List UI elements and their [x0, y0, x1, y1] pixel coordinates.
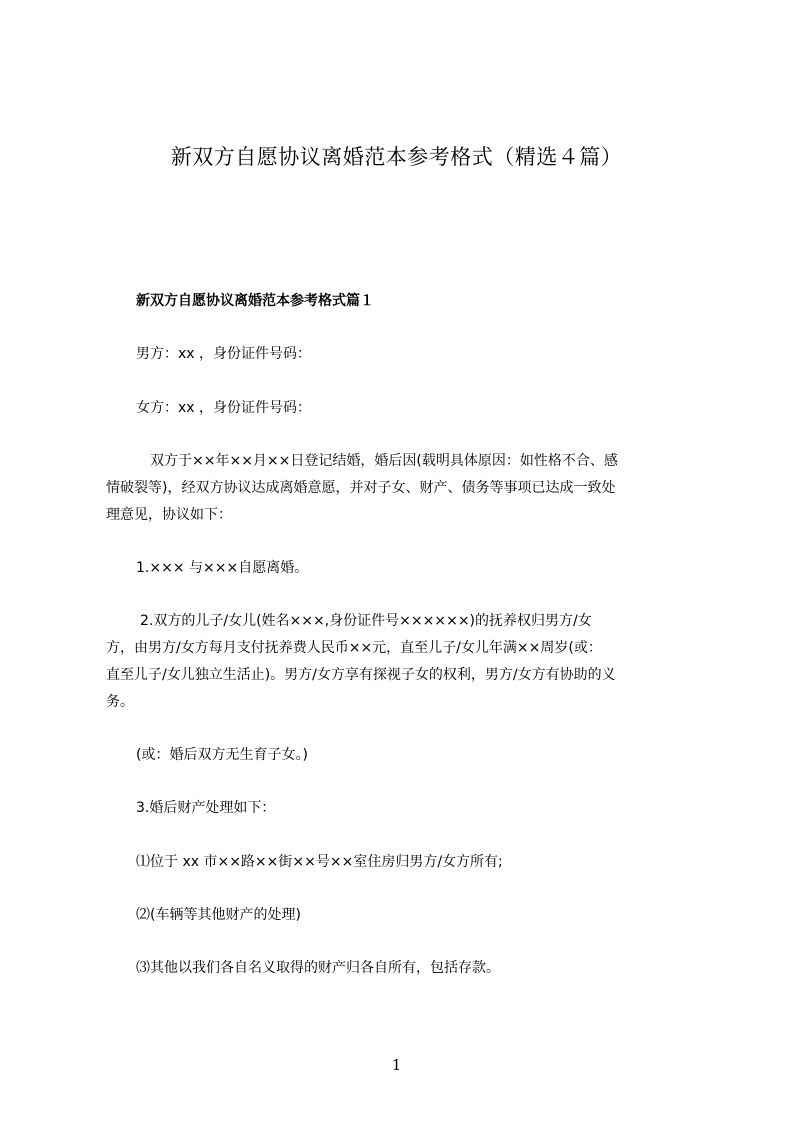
female-party-line: 女方：xx ，身份证件号码：	[136, 400, 312, 416]
intro-line: 双方于××年××月××日登记结婚，婚后因(载明具体原因：如性格不合、感	[150, 453, 618, 469]
clause-3-sub-2: ⑵(车辆等其他财产的处理)	[136, 907, 301, 923]
section-heading: 新双方自愿协议离婚范本参考格式篇１	[136, 293, 374, 309]
page-number: 1	[391, 1056, 402, 1074]
clause-1: 1.××× 与×××自愿离婚。	[136, 560, 309, 576]
intro-line: 理意见，协议如下：	[106, 507, 232, 523]
clause-3: 3.婚后财产处理如下：	[136, 800, 276, 816]
clause-2-line: 2.双方的儿子/女儿(姓名×××,身份证件号××××××)的抚养权归男方/女	[140, 613, 592, 629]
document-title: 新双方自愿协议离婚范本参考格式（精选４篇）	[170, 145, 623, 169]
intro-line: 情破裂等)，经双方协议达成离婚意愿，并对子女、财产、债务等事项已达成一致处	[106, 480, 616, 496]
male-party-line: 男方：xx ，身份证件号码：	[136, 346, 312, 362]
clause-2-line: 直至儿子/女儿独立生活止)。男方/女方享有探视子女的权利，男方/女方有协助的义	[106, 667, 616, 683]
alternative-note: (或：婚后双方无生育子女。)	[136, 747, 308, 763]
clause-3-sub-3: ⑶其他以我们各自名义取得的财产归各自所有，包括存款。	[136, 960, 500, 976]
clause-3-sub-1: ⑴位于 xx 市××路××街××号××室住房归男方/女方所有;	[136, 854, 503, 870]
clause-2-line: 务。	[106, 694, 134, 710]
clause-2-line: 方，由男方/女方每月支付抚养费人民币××元，直至儿子/女儿年满××周岁(或：	[106, 640, 602, 656]
